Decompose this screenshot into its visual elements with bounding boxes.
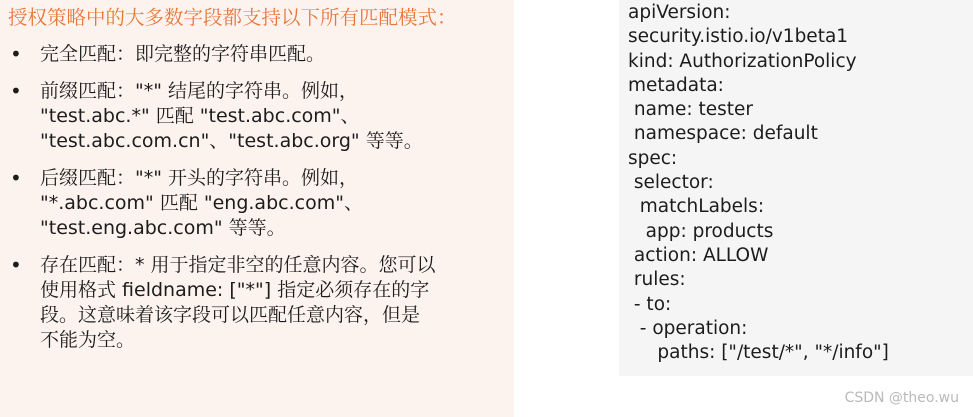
- code-line: action: ALLOW: [628, 244, 769, 266]
- code-line: app: products: [628, 220, 774, 242]
- code-line: rules:: [628, 269, 686, 291]
- list-item-exact-match: [10, 42, 510, 67]
- panel-title: 授权策略中的大多数字段都支持以下所有匹配模式：: [8, 6, 457, 29]
- bullet-dot-icon: •: [10, 79, 22, 103]
- code-line: kind: AuthorizationPolicy: [628, 50, 857, 72]
- match-modes-list: [10, 42, 510, 365]
- list-item-text: 前缀匹配："*" 结尾的字符串。例如， "test.abc.*" 匹配 "test.abc.com"、 "test.abc.com.cn"、"test.abc.org" 等等。: [40, 80, 423, 152]
- code-line: matchLabels:: [628, 196, 765, 218]
- bullet-dot-icon: •: [10, 253, 22, 277]
- list-item-prefix-match: [10, 79, 510, 154]
- code-line: paths: ["/test/*", "*/info"]: [628, 342, 889, 364]
- list-item-text: 后缀匹配："*" 开头的字符串。例如， "*.abc.com" 匹配 "eng.abc.com"、 "test.eng.abc.com" 等等。: [40, 167, 363, 239]
- code-line: namespace: default: [628, 123, 818, 145]
- list-item-suffix-match: [10, 166, 510, 241]
- yaml-code-panel: [619, 0, 973, 376]
- code-line: selector:: [628, 172, 714, 194]
- csdn-watermark: CSDN @theo.wu: [844, 390, 959, 406]
- code-line: spec:: [628, 147, 678, 169]
- code-line: metadata:: [628, 74, 724, 96]
- code-line: - operation:: [628, 317, 748, 339]
- yaml-code-block: [628, 1, 889, 365]
- code-line: name: tester: [628, 99, 753, 121]
- list-item-text: 完全匹配：即完整的字符串匹配。: [40, 43, 326, 65]
- code-line: apiVersion:: [628, 2, 731, 23]
- list-item-presence-match: [10, 253, 510, 353]
- code-line: security.istio.io/v1beta1: [628, 26, 849, 48]
- bullet-dot-icon: •: [10, 166, 22, 190]
- bullet-dot-icon: •: [10, 42, 22, 66]
- code-line: - to:: [628, 293, 672, 315]
- list-item-text: 存在匹配：* 用于指定非空的任意内容。您可以 使用格式 fieldname: ["*"] 指定必须存在的字 段。这意味着该字段可以匹配任意内容，但是 不能为空。: [40, 254, 436, 351]
